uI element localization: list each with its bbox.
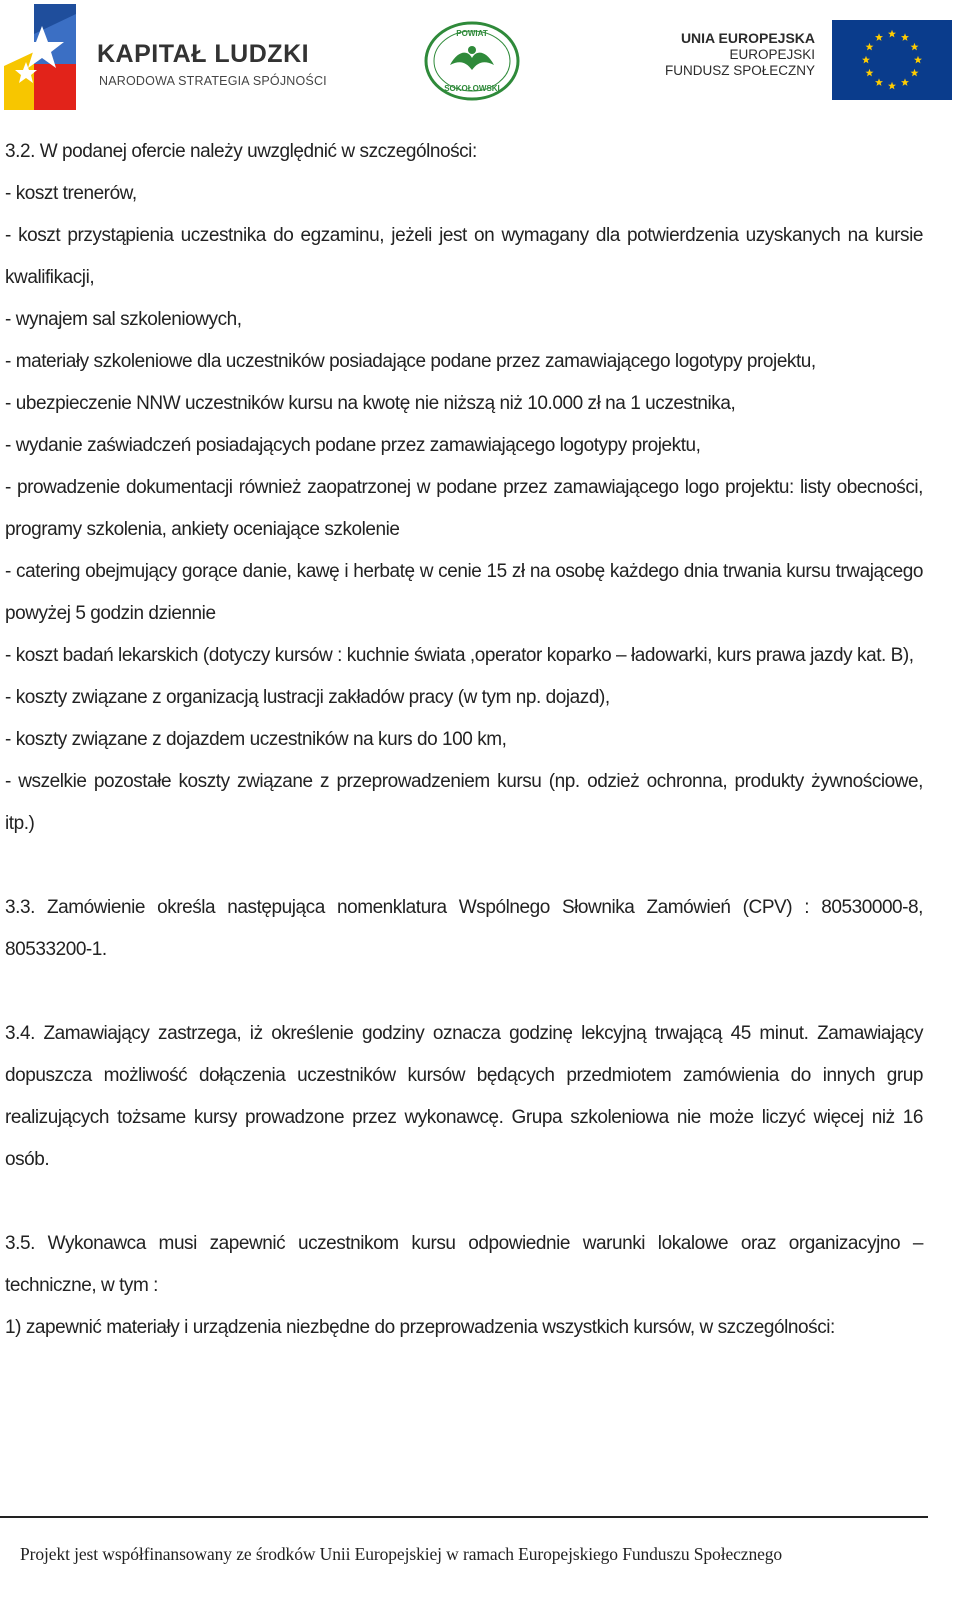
list-item: - koszt badań lekarskich (dotyczy kursów : kuchnie świata ,operator koparko – ładowarki, kurs prawa jazdy kat. B), [5, 645, 914, 666]
list-item: - wydanie zaświadczeń posiadających podane przez zamawiającego logotypy projektu, [5, 435, 701, 456]
eu-line-3: FUNDUSZ SPOŁECZNY [664, 63, 815, 78]
paragraph-3-5: 3.5. Wykonawca musi zapewnić uczestnikom kursu odpowiednie warunki lokalowe oraz organizacyjno – techniczne, w tym : [5, 1233, 923, 1296]
svg-text:POWIAT: POWIAT [456, 29, 488, 38]
list-item: - wszelkie pozostałe koszty związane z przeprowadzeniem kursu (np. odzież ochronna, produkty żywnościowe, itp.) [5, 771, 923, 834]
paragraph-3-2: 3.2. W podanej ofercie należy uwzględnić w szczególności: [5, 141, 477, 162]
paragraph-3-3: 3.3. Zamówienie określa następująca nomenklatura Wspólnego Słownika Zamówień (CPV) : 80530000-8, 80533200-1. [5, 897, 923, 960]
kapital-ludzki-star-icon [4, 4, 76, 110]
page-header [0, 0, 960, 115]
paragraph-3-4: 3.4. Zamawiający zastrzega, iż określenie godziny oznacza godzinę lekcyjną trwającą 45 minut. Zamawiający dopuszcza możliwość dołączenia uczestników kursów będących przedmiotem zamówienia do innych grup realizujących tożsame kursy prowadzone przez wykonawcę. Grupa szkoleniowa nie może liczyć więcej niż 16 osób. [5, 1023, 923, 1170]
footer-text: Projekt jest współfinansowany ze środków Unii Europejskiej w ramach Europejskiego Funduszu Społecznego [20, 1544, 783, 1564]
list-item: - catering obejmujący gorące danie, kawę i herbatę w cenie 15 zł na osobę każdego dnia trwania kursu trwającego powyżej 5 godzin dziennie [5, 561, 923, 624]
list-item: - koszt przystąpienia uczestnika do egzaminu, jeżeli jest on wymagany dla potwierdzenia uzyskanych na kursie kwalifikacji, [5, 225, 923, 288]
document-body [5, 131, 923, 1349]
kapital-ludzki-subtitle: NARODOWA STRATEGIA SPÓJNOŚCI [99, 74, 327, 88]
kapital-ludzki-title: KAPITAŁ LUDZKI [97, 40, 310, 68]
list-item: - koszty związane z organizacją lustracji zakładów pracy (w tym np. dojazd), [5, 687, 610, 708]
eu-logo-text [640, 30, 815, 78]
list-item: 1) zapewnić materiały i urządzenia niezbędne do przeprowadzenia wszystkich kursów, w szczególności: [5, 1317, 835, 1338]
list-item: - materiały szkoleniowe dla uczestników posiadające podane przez zamawiającego logotypy projektu, [5, 351, 816, 372]
list-item: - ubezpieczenie NNW uczestników kursu na kwotę nie niższą niż 10.000 zł na 1 uczestnika, [5, 393, 736, 414]
list-item: - wynajem sal szkoleniowych, [5, 309, 242, 330]
svg-text:SOKOŁOWSKI: SOKOŁOWSKI [444, 84, 500, 93]
eu-line-2: EUROPEJSKI [729, 47, 815, 62]
list-item: - prowadzenie dokumentacji również zaopatrzonej w podane przez zamawiającego logo projektu: listy obecności, programy szkolenia, ankiety oceniające szkolenie [5, 477, 923, 540]
powiat-sokolowski-seal [422, 20, 522, 102]
footer-divider [0, 1516, 928, 1518]
list-item: - koszt trenerów, [5, 183, 137, 204]
eu-line-1: UNIA EUROPEJSKA [680, 30, 815, 46]
eu-flag-icon [832, 20, 952, 100]
kapital-ludzki-logo [4, 4, 344, 112]
list-item: - koszty związane z dojazdem uczestników na kurs do 100 km, [5, 729, 507, 750]
